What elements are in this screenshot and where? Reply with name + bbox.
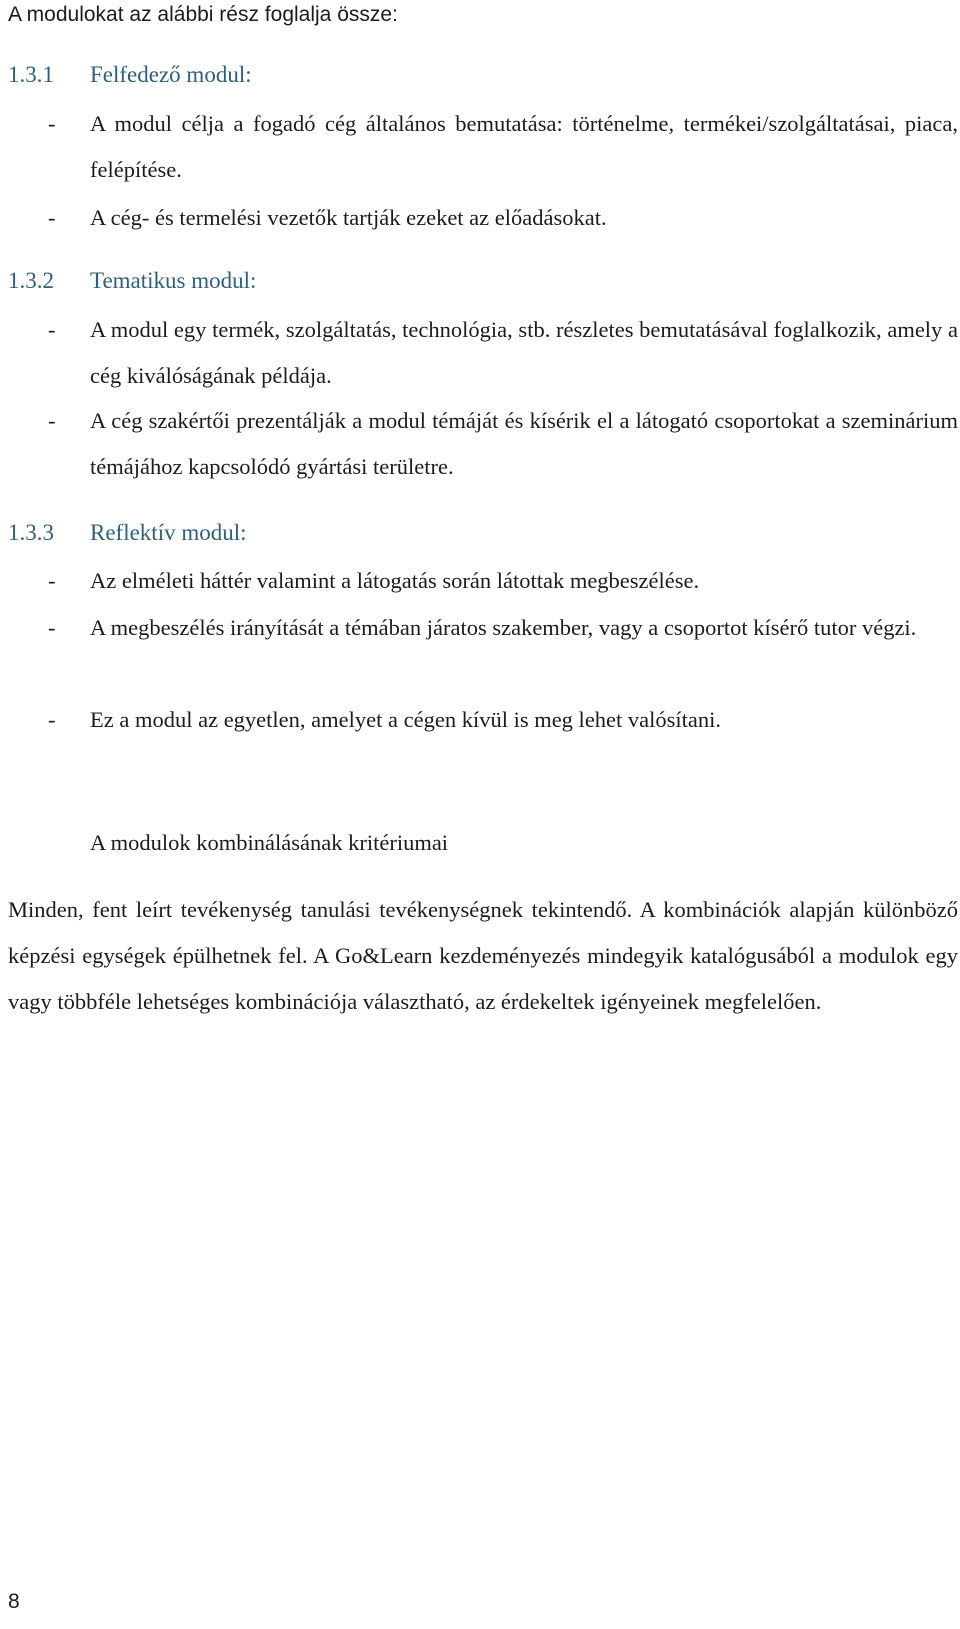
section-heading-1-3-1 <box>8 62 252 88</box>
section-number: 1.3.3 <box>8 520 54 545</box>
bullet-item <box>8 697 958 743</box>
bullet-item <box>8 605 958 651</box>
page-number: 8 <box>8 1590 20 1613</box>
bullet-dash: - <box>48 707 56 732</box>
section-heading-1-3-2 <box>8 268 256 294</box>
bullet-dash: - <box>48 111 56 136</box>
section-title: Felfedező modul: <box>90 62 252 87</box>
section-number: 1.3.2 <box>8 268 54 293</box>
bullet-dash: - <box>48 568 56 593</box>
section-heading-1-3-3 <box>8 520 247 546</box>
bullet-item <box>8 101 958 193</box>
bullet-text: A modul célja a fogadó cég általános bemutatása: történelme, termékei/szolgáltatásai, piaca, felépítése. <box>90 111 958 182</box>
section-title: Reflektív modul: <box>90 520 247 545</box>
bullet-text: Az elméleti háttér valamint a látogatás során látottak megbeszélése. <box>90 568 700 593</box>
bullet-item <box>8 398 958 490</box>
criteria-subtitle: A modulok kombinálásának kritériumai <box>90 830 449 855</box>
bullet-text: A cég- és termelési vezetők tartják ezeket az előadásokat. <box>90 205 607 230</box>
bullet-text: Ez a modul az egyetlen, amelyet a cégen kívül is meg lehet valósítani. <box>90 707 722 732</box>
bullet-dash: - <box>48 205 56 230</box>
bullet-item <box>8 307 958 399</box>
bullet-item <box>8 558 958 604</box>
bullet-text: A megbeszélés irányítását a témában járatos szakember, vagy a csoportot kísérő tutor végzi. <box>90 615 917 640</box>
bullet-item <box>8 195 958 241</box>
intro-text: A modulokat az alábbi rész foglalja össze: <box>8 3 398 26</box>
section-number: 1.3.1 <box>8 62 54 87</box>
bullet-text: A cég szakértői prezentálják a modul témáját és kísérik el a látogató csoportokat a szeminárium témájához kapcsolódó gyártási területre. <box>90 408 958 479</box>
bullet-dash: - <box>48 615 56 640</box>
bullet-text: A modul egy termék, szolgáltatás, technológia, stb. részletes bemutatásával foglalkozik, amely a cég kiválóságának példája. <box>90 317 958 388</box>
body-paragraph: Minden, fent leírt tevékenység tanulási tevékenységnek tekintendő. A kombinációk alapján különböző képzési egységek épülhetnek fel. A Go&Learn kezdeményezés mindegyik katalógusából a modulok egy vagy többféle lehetséges kombinációja választható, az érdekeltek igényeinek megfelelően. <box>8 897 958 1014</box>
section-title: Tematikus modul: <box>90 268 257 293</box>
bullet-dash: - <box>48 317 56 342</box>
bullet-dash: - <box>48 408 56 433</box>
